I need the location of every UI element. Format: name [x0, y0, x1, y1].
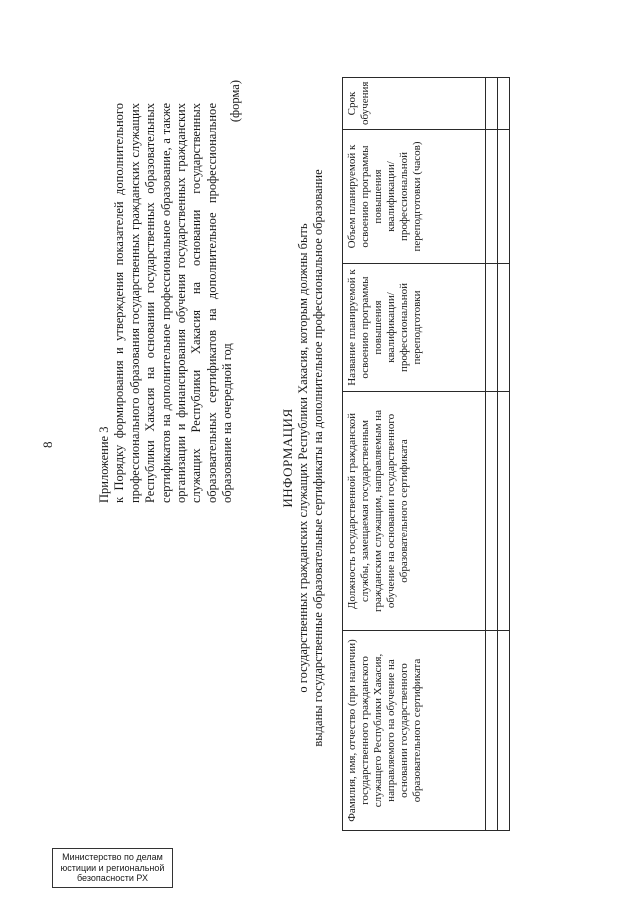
- header-position: Должность государственной гражданской службы, замещаемая государственным гражданским служащим, направляемым на обучение на основании государственного образовательного сертификата: [343, 392, 486, 631]
- document-title: ИНФОРМАЦИЯ: [280, 408, 295, 508]
- table-cell: [498, 631, 510, 831]
- form-label: (форма): [228, 80, 242, 123]
- table-cell: [486, 392, 498, 631]
- table-row: [498, 78, 510, 831]
- appendix-text: к Порядку формирования и утверждения показателей дополнительного профессионального образования государственных гражданских служащих Республики Хакасия на основании государственных образовательных сертификатов на дополнительное профессиональное образование, а также организации и финансирования обучения государственных гражданских служащих Республики Хакасия на основании государственных образовательных сертификатов на дополнительное профессиональное образование на очередной год: [112, 103, 235, 503]
- header-program-hours: Объем планируемой к освоению программы повышения квалификации/ профессиональной переподготовки (часов): [343, 130, 486, 264]
- table-row: [486, 78, 498, 831]
- document-subtitle: [296, 78, 327, 838]
- document-body: [80, 78, 520, 838]
- header-full-name: Фамилия, имя, отчество (при наличии) государственного гражданского служащего Республики Хакасия, направляемого на обучение на основании государственного образовательного сертификата: [343, 631, 486, 831]
- header-program-name: Название планируемой к освоению программы повышения квалификации/ профессиональной переподготовки: [343, 264, 486, 392]
- table-cell: [498, 78, 510, 130]
- header-training-period: Срок обучения: [343, 78, 486, 130]
- page-number: 8: [40, 441, 55, 448]
- subtitle-line-1: о государственных гражданских служащих Республики Хакасия, которым должны быть: [296, 223, 310, 693]
- appendix-block: [97, 103, 236, 503]
- ministry-stamp: [52, 848, 173, 888]
- stamp-line-1: Министерство по делам: [62, 852, 163, 862]
- table-header-row: [343, 78, 486, 831]
- subtitle-line-2: выданы государственные образовательные сертификаты на дополнительное профессиональное образование: [311, 169, 326, 747]
- stamp-line-2: юстиции и региональной: [60, 862, 165, 873]
- table-cell: [498, 130, 510, 264]
- table-cell: [498, 264, 510, 392]
- table-cell: [498, 392, 510, 631]
- table-cell: [486, 631, 498, 831]
- table-cell: [486, 130, 498, 264]
- stamp-line-3: безопасности РХ: [77, 873, 148, 883]
- information-table: [342, 77, 510, 831]
- table-cell: [486, 78, 498, 130]
- table-cell: [486, 264, 498, 392]
- appendix-title: Приложение 3: [97, 426, 111, 503]
